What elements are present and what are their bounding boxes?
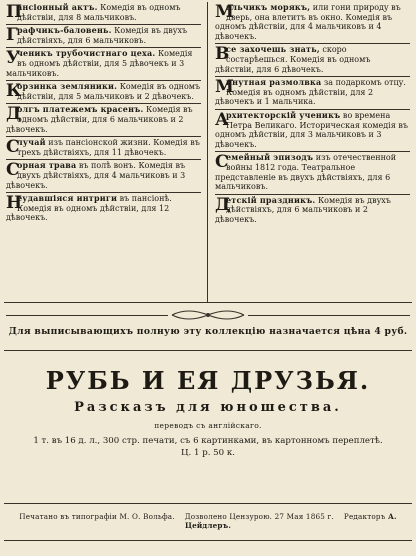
book-format: 1 т. въ 16 д. л., 300 стр. печати, съ 6 картинками, въ картонномъ переплетѣ. [33,436,383,446]
drop-capital: С [6,137,20,158]
catalog-entry [6,81,201,104]
entry-description: изъ пансіонской жизни. Комедія въ трехъ дѣйствіяхъ, для 11 дѣвочекъ. [17,138,200,157]
drop-capital: В [215,44,230,65]
entry-description: или гони природу въ дверь, она влетитъ въ окно. Комедія въ одномъ дѣйствіи, для 4 мальчиковъ и 4 дѣвочекъ. [215,3,401,41]
catalog-entry [6,193,201,225]
entry-description: въ пансіонѣ. Комедія въ одномъ дѣйствіи, для 12 дѣвочекъ. [6,194,172,223]
catalog-entry [215,44,410,77]
entry-description: Комедія въ одномъ дѣйствіи, для 6 мальчиковъ и 2 дѣвочекъ. [6,105,193,134]
entry-title: альчикъ морякъ, [226,2,311,12]
book-title: РУБЬ И ЕЯ ДРУЗЬЯ. [45,366,371,395]
editor-label: Редакторъ [343,512,386,521]
catalog-entry [215,77,410,110]
entry-description: изъ отечественной войны 1812 года. Театральное представленіе въ двухъ дѣйствіяхъ, для 6 мальчиковъ. [215,153,397,192]
entry-title: инутная размолвка [226,77,322,88]
catalog-left-column [6,2,208,302]
drop-capital: Г [6,25,18,46]
drop-capital: С [215,152,229,173]
entry-description: Комедія въ двухъ дѣйствіяхъ, для 6 мальчиковъ. [17,26,188,45]
drop-capital: Д [215,194,231,215]
entry-description: Комедія въ двухъ дѣйствіяхъ, для 6 мальчиковъ и 2 дѣвочекъ. [215,195,391,224]
entry-description: во времена Петра Великаго. Историческая комедія въ одномъ дѣйствіи, для 3 мальчиковъ и 3 дѣвочекъ. [215,110,408,149]
entry-description: за подаркомъ отцу. Комедія въ одномъ дѣйствіи, для 2 дѣвочекъ и 1 мальчика. [215,78,406,107]
entry-title: се захочешь знать, [226,44,320,55]
divider-line [248,315,410,316]
divider-line [6,315,168,316]
ornamental-divider [6,306,410,324]
drop-capital: А [215,109,229,130]
catalog-entry [6,160,201,193]
entry-description: Комедія въ одномъ дѣйствіи, для 5 мальчиковъ и 2 дѣвочекъ. [17,82,201,101]
entry-title: емейный эпизодъ [226,152,314,163]
bottom-rule [4,540,412,541]
catalog-entry [6,137,201,160]
entry-title: лучай [17,137,46,148]
entry-title: еудавшіяся интриги [17,193,118,204]
drop-capital: Д [6,104,22,125]
entry-title: ченикъ трубочистнаго цеха. [17,48,156,59]
entry-description: въ полѣ вонъ. Комедія въ двухъ дѣйствіяхъ, для 4 мальчиковъ и 3 дѣвочекъ. [6,161,186,190]
entry-title: орзинка земляники. [17,81,118,92]
collection-price-offer: Для выписывающихъ полную эту коллекцію назначается цѣна 4 руб. [8,326,408,337]
catalog-entry [6,104,201,137]
footer-rule [4,503,412,504]
editor-name: А. Цейдлеръ. [184,512,397,530]
entry-title: рхитекторскій ученикъ [226,109,341,120]
section-rule [4,350,412,351]
book-subtitle: Разсказъ для юношества. [74,400,342,415]
entry-description: Комедія въ одномъ дѣйствіи, для 8 мальчиковъ. [17,3,181,22]
catalog-entry [215,152,410,194]
ornament-icon [168,307,248,323]
entry-description: скоро состарѣешься. Комедія въ одномъ дѣйствіи, для 6 дѣвочекъ. [215,45,371,74]
drop-capital: М [215,77,234,98]
printer-line: Печатано въ типографіи М. О. Вольфа. [19,512,175,521]
catalog-entry [6,2,201,25]
drop-capital: М [215,2,234,22]
catalog-entry [215,195,410,227]
drop-capital: К [6,81,22,102]
catalog-bottom-rule [4,302,412,303]
catalog-entry [6,25,201,48]
entry-description: Комедія въ одномъ дѣйствіи, для 5 дѣвочекъ и 3 мальчиковъ. [6,49,193,78]
catalog-entry [215,2,410,44]
drop-capital: П [6,2,23,22]
entry-title: етскій праздникъ. [226,194,316,205]
book-details [0,435,416,459]
book-price: Ц. 1 р. 50 к. [181,448,235,458]
entry-title: олгъ платежемъ красенъ. [17,104,144,115]
book-translation-note: переводъ съ англійскаго. [154,421,262,430]
censor-line: Дозволено Цензурою. 27 Мая 1865 г. [184,512,334,521]
drop-capital: Н [6,193,23,214]
entry-title: ансіонный актъ. [17,2,98,12]
play-catalog [6,2,410,302]
catalog-entry [6,48,201,81]
entry-title: орная трава [17,160,77,171]
drop-capital: С [6,160,20,181]
drop-capital: У [6,48,20,69]
catalog-entry [215,110,410,152]
catalog-right-column [208,2,410,302]
imprint-footer [0,512,416,530]
entry-title: рафчикъ-баловень. [17,25,112,36]
